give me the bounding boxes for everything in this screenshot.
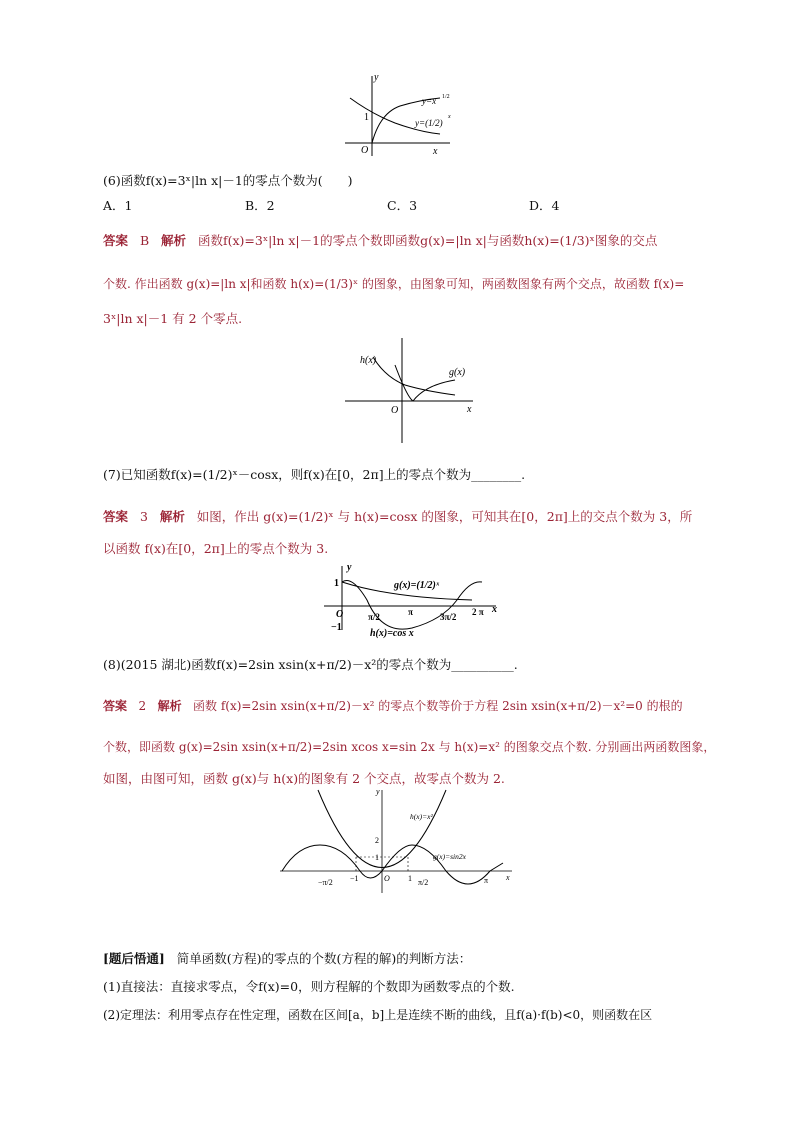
q6-answer-value: B xyxy=(139,233,150,248)
fig1-origin: O xyxy=(361,145,369,156)
q6-option-d: D．4 xyxy=(529,198,560,213)
fig3-tick-2pi: 2 π xyxy=(472,607,484,617)
fig4-y-label: y xyxy=(376,787,380,796)
fig1-curve-b: y=(1/2) xyxy=(415,118,443,128)
fig4-tick-m1: −1 xyxy=(350,874,359,883)
q6-stem: (6)函数f(x)=3ˣ|ln x|－1的零点个数为( ) xyxy=(103,173,353,188)
fig1-y-label: y xyxy=(374,72,379,83)
q7-answer-value: 3 xyxy=(139,509,148,524)
summary-heading xyxy=(103,950,471,968)
fig2-h-label: h(x) xyxy=(360,355,377,366)
figure-2-graph xyxy=(345,335,480,445)
fig4-g-label: g(x)=sin2x xyxy=(433,852,466,861)
fig2-g-label: g(x) xyxy=(449,367,466,378)
q8-answer-label: 答案 xyxy=(103,699,128,713)
fig1-x-label: x xyxy=(433,146,438,157)
fig4-tick-x1: 1 xyxy=(408,874,412,883)
q8-answer-value: 2 xyxy=(138,699,147,713)
q7-answer-line-1 xyxy=(103,508,692,526)
summary-point-2: (2)定理法：利用零点存在性定理，函数在区间[a，b]上是连续不断的曲线，且f(a)·f(b)<0，则函数在区 xyxy=(103,1008,653,1022)
fig3-y-label: y xyxy=(347,562,352,573)
q6-option-a: A．1 xyxy=(103,198,133,213)
fig3-origin: O xyxy=(336,609,344,620)
fig3-tick-pi: π xyxy=(408,607,413,617)
figure-3-graph xyxy=(322,560,500,640)
fig4-tick-1: 1 xyxy=(375,853,379,862)
q6-analysis-label: 解析 xyxy=(161,233,187,248)
fig3-tick-pi2: π/2 xyxy=(368,612,380,622)
fig3-tick-m1: −1 xyxy=(331,622,342,633)
summary-title: [题后悟通] xyxy=(103,951,165,966)
fig2-origin: O xyxy=(391,405,399,416)
q7-analysis-text-1: 如图，作出 g(x)=(1/2)ˣ 与 h(x)=cosx 的图象，可知其在[0，2π]上的交点个数为 3，所 xyxy=(196,509,693,524)
q7-analysis-label: 解析 xyxy=(159,509,185,524)
fig1-tick-1: 1 xyxy=(364,112,369,123)
fig1-curve-b-exp: x xyxy=(448,114,451,120)
fig4-x-label: x xyxy=(506,873,510,882)
fig3-tick-1: 1 xyxy=(334,578,339,589)
fig3-tick-3pi2: 3π/2 xyxy=(440,612,457,622)
summary-point-1: (1)直接法：直接求零点，令f(x)=0，则方程解的个数即为函数零点的个数. xyxy=(103,979,515,994)
fig4-h-label: h(x)=x² xyxy=(410,812,433,821)
q8-stem: (8)(2015 湖北)函数f(x)=2sin xsin(x+π/2)－x²的零点个数为__________. xyxy=(103,657,518,672)
q8-analysis-label: 解析 xyxy=(157,699,182,713)
q6-analysis-text-1: 函数f(x)=3ˣ|ln x|－1的零点个数即函数g(x)=|ln x|与函数h(x)=(1/3)ˣ图象的交点 xyxy=(197,233,658,248)
q6-answer-label: 答案 xyxy=(103,233,129,248)
fig4-tick-pi: π xyxy=(484,876,489,885)
fig3-h-label: h(x)=cos x xyxy=(370,628,414,639)
figure-4-graph xyxy=(278,785,518,895)
figure-1-graph xyxy=(340,68,460,158)
q6-option-b: B．2 xyxy=(245,198,275,213)
fig2-x-label: x xyxy=(467,404,472,415)
fig3-x-label: x xyxy=(492,604,497,615)
q7-answer-label: 答案 xyxy=(103,509,129,524)
fig1-curve-a: y=x xyxy=(422,96,437,106)
q6-answer-line-1 xyxy=(103,232,657,250)
q6-analysis-text-2: 个数. 作出函数 g(x)=|ln x|和函数 h(x)=(1/3)ˣ 的图象，由图象可知，两函数图象有两个交点，故函数 f(x)= xyxy=(103,277,685,291)
q6-option-c: C．3 xyxy=(387,198,418,213)
q6-analysis-text-3: 3ˣ|ln x|－1 有 2 个零点. xyxy=(103,311,243,326)
fig4-tick-mpi2: −π/2 xyxy=(318,878,333,887)
q8-analysis-text-3: 如图，由图可知，函数 g(x)与 h(x)的图象有 2 个交点，故零点个数为 2. xyxy=(103,771,505,786)
q8-analysis-text-1: 函数 f(x)=2sin xsin(x+π/2)－x² 的零点个数等价于方程 2sin xsin(x+π/2)－x²=0 的根的 xyxy=(193,699,683,713)
fig3-g-label: g(x)=(1/2)ˣ xyxy=(394,580,440,591)
fig4-origin: O xyxy=(384,874,390,883)
q7-stem: (7)已知函数f(x)=(1/2)ˣ－cosx，则f(x)在[0，2π]上的零点个数为________. xyxy=(103,467,526,482)
fig4-tick-pi2: π/2 xyxy=(418,878,429,887)
q7-analysis-text-2: 以函数 f(x)在[0，2π]上的零点个数为 3. xyxy=(103,541,329,556)
q8-analysis-text-2: 个数，即函数 g(x)=2sin xsin(x+π/2)=2sin xcos x=sin 2x 与 h(x)=x² 的图象交点个数. 分别画出两函数图象， xyxy=(103,740,716,754)
summary-intro: 简单函数(方程)的零点的个数(方程的解)的判断方法： xyxy=(176,951,472,966)
q8-answer-line-1 xyxy=(103,697,683,715)
fig4-tick-2: 2 xyxy=(375,836,379,845)
fig1-curve-a-exp: 1/2 xyxy=(442,94,450,100)
